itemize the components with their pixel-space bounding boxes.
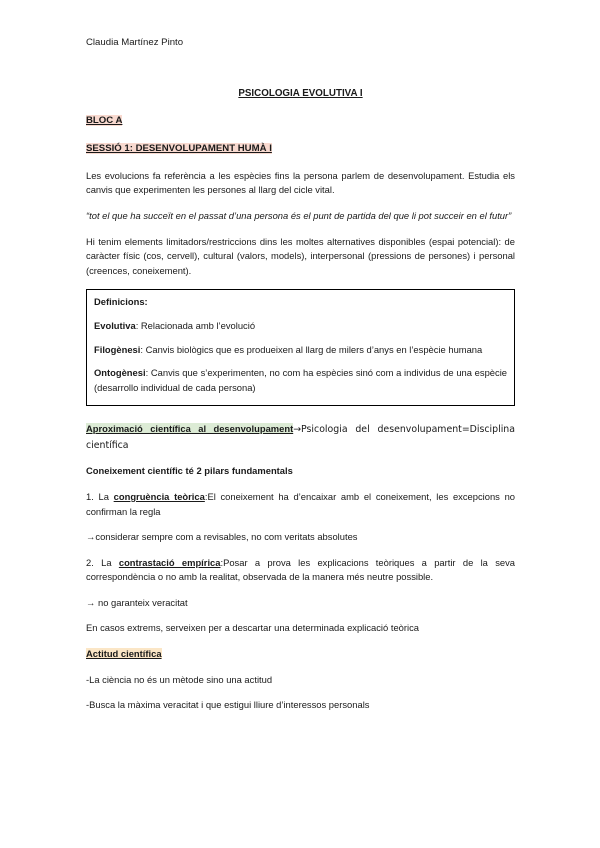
aproximacio-rest: →Psicologia del desenvolupament=Disciplina científica	[86, 424, 515, 451]
actitud-heading	[86, 647, 162, 662]
actitud-item: -La ciència no és un mètode sino una actitud	[86, 673, 273, 685]
pilar1-number: 1. La	[86, 490, 114, 502]
session-heading	[86, 142, 515, 157]
pilar1-note: →considerar sempre com a revisables, no com veritats absolutes	[86, 531, 358, 543]
pilar2-term: contrastació empírica	[118, 556, 221, 568]
document-title: PSICOLOGIA EVOLUTIVA I	[238, 88, 363, 99]
pilar1-text: :El coneixement ha d’encaixar amb el coneixement, les excepcions no confirman la regla	[86, 490, 515, 517]
definition-term: Ontogènesi	[94, 367, 146, 379]
intro-paragraph: Les evolucions fa referència a les espècies fins la persona parlem de desenvolupament. Estudia els canvis que experimenten les persones al llarg del cicle vital.	[86, 169, 515, 196]
definitions-heading: Definicions:	[94, 296, 148, 308]
header-author: Claudia Martínez Pinto	[86, 37, 184, 48]
definition-term: Evolutiva	[94, 319, 136, 331]
pilar2-paragraph	[86, 556, 515, 585]
pilar2-note: → no garanteix veracitat	[86, 596, 188, 608]
session-heading-text: SESSIÓ 1: DESENVOLUPAMENT HUMÀ I	[86, 143, 272, 155]
aproximacio-paragraph	[86, 422, 515, 453]
pilars-heading: Coneixement científic té 2 pilars fundamentals	[86, 465, 293, 477]
pilar1-paragraph	[86, 490, 515, 519]
definition-text: : Canvis biològics que es produeixen al llarg de milers d’anys en l’espècie humana	[140, 343, 483, 355]
bloc-heading	[86, 114, 515, 129]
pilar2-number: 2. La	[86, 556, 119, 568]
extrems-paragraph: En casos extrems, serveixen per a descartar una determinada explicació teòrica	[86, 622, 419, 634]
definition-item	[94, 366, 507, 395]
actitud-heading-text: Actitud científica	[86, 648, 162, 660]
pilar2-text: :Posar a prova les explicacions teòriques a partir de la seva correspondència o no amb la realitat, observada de la manera més neutre possible.	[86, 556, 515, 583]
definition-item	[94, 319, 507, 334]
definition-term: Filogènesi	[94, 343, 141, 355]
definitions-box	[86, 289, 515, 406]
definition-text: : Relacionada amb l’evolució	[135, 319, 256, 331]
actitud-item: -Busca la màxima veracitat i que estigui lliure d’interessos personals	[86, 699, 370, 711]
document-body	[86, 86, 515, 724]
bloc-heading-text: BLOC A	[86, 115, 123, 127]
limitadors-paragraph: Hi tenim elements limitadors/restriccions dins les moltes alternatives disponibles (espai potencial): de caràcter físic (cos, cervell), cultural (valors, models), interpersonal (pressions de persones) i personal (creences, coneixement).	[86, 235, 515, 276]
definition-text: : Canvis que s’experimenten, no com ha espècies sinó com a individus de una espècie (desarrollo individual de cada persona)	[94, 367, 507, 393]
aproximacio-label: Aproximació científica al desenvolupament	[86, 423, 294, 435]
quote-paragraph: “tot el que ha succeït en el passat d’una persona és el punt de partida del que li pot succeir en el futur”	[86, 210, 512, 222]
definition-item	[94, 343, 507, 358]
pilar1-term: congruència teòrica	[113, 490, 205, 502]
